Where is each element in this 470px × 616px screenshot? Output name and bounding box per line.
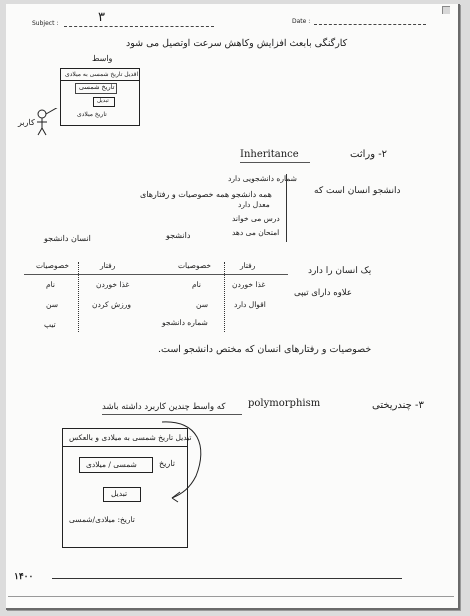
stick-figure-icon — [36, 108, 60, 138]
left-row2-trait: سن — [46, 300, 58, 309]
notebook-page — [6, 4, 460, 610]
arrow-icon — [158, 416, 218, 506]
user-label: کاربر — [18, 118, 35, 127]
right-row3-trait: شماره دانشجو — [162, 318, 208, 327]
extra-label: علاوه دارای تیپی — [294, 288, 352, 298]
right-col-behavior: رفتار — [240, 261, 256, 270]
table-heading: یک انسان را دارد — [308, 266, 372, 276]
date-input-small[interactable] — [75, 83, 117, 94]
form-title-small: اقدیل تاریخ شمسی به میلادی — [65, 71, 139, 78]
section2-heading-num: ۲- وراثت — [350, 149, 387, 160]
form-result-label-large: تاریخ: میلادی/شمسی — [69, 515, 135, 524]
left-row3-trait: تیپ — [44, 320, 56, 329]
section3-heading-num: ۳- چندریختی — [372, 400, 424, 411]
qual-4: درس می خواند — [232, 214, 280, 223]
left-row1-behavior: غذا خوردن — [96, 280, 130, 289]
convert-button-small[interactable]: تبدیل — [93, 97, 115, 107]
footer-mark: ۱۴۰۰ — [14, 572, 34, 582]
page-corner — [442, 6, 450, 14]
qual-1: شماره دانشجویی دارد — [228, 174, 297, 183]
student-is-human: دانشجو انسان است که — [314, 186, 401, 196]
subject-underline — [64, 26, 214, 27]
wasit-label: واسط — [92, 54, 113, 63]
section3-heading-rest: که واسط چندین کاربرد داشته باشد — [102, 402, 226, 412]
section2-heading-latin: Inheritance — [240, 149, 299, 160]
section3-heading-latin: polymorphism — [248, 398, 321, 409]
page-bottom-line — [8, 596, 454, 597]
right-col-traits: خصوصیات — [178, 261, 211, 270]
date-underline — [314, 24, 426, 25]
form-box-small — [60, 68, 140, 126]
qual-5: امتحان می دهد — [232, 228, 280, 237]
date-input-large[interactable]: شمسی / میلادی — [79, 457, 153, 473]
subject-label: Subject : — [32, 20, 59, 27]
left-row1-trait: نام — [46, 280, 56, 289]
form-date-label-small: تاریخ شمسی — [79, 83, 115, 91]
date-label: Date : — [292, 18, 311, 25]
right-row2-trait: سن — [196, 300, 208, 309]
form-title-large: تبدیل تاریخ شمسی به میلادی و بالعکس — [69, 433, 192, 442]
left-col-traits: خصوصیات — [36, 261, 69, 270]
qual-2: همه دانشجو همه خصوصیات و رفتارهای — [140, 190, 272, 199]
right-row2-behavior: اقوال دارد — [234, 300, 266, 309]
human-student: انسان دانشجو — [44, 234, 91, 243]
footer-line — [52, 578, 402, 579]
subject-value: ۳ — [98, 10, 105, 25]
right-row1-trait: نام — [192, 280, 202, 289]
left-row2-behavior: ورزش کردن — [92, 300, 131, 309]
qual-3: معدل دارد — [238, 200, 270, 209]
section1-sentence: کارگنگی بابعث افزایش وکاهش سرعت اوتصیل می شود — [126, 38, 348, 49]
student-word: دانشجو — [166, 231, 191, 240]
section2-conclusion: خصوصیات و رفتارهای انسان که مختص دانشجو است. — [158, 344, 372, 355]
convert-button-large[interactable]: تبدیل — [103, 487, 141, 502]
left-col-behavior: رفتار — [100, 261, 116, 270]
right-row1-behavior: غذا خوردن — [232, 280, 266, 289]
form-result-label-small: تاریخ میلادی — [77, 111, 107, 118]
form-date-label-large: تاریخ — [159, 459, 175, 468]
